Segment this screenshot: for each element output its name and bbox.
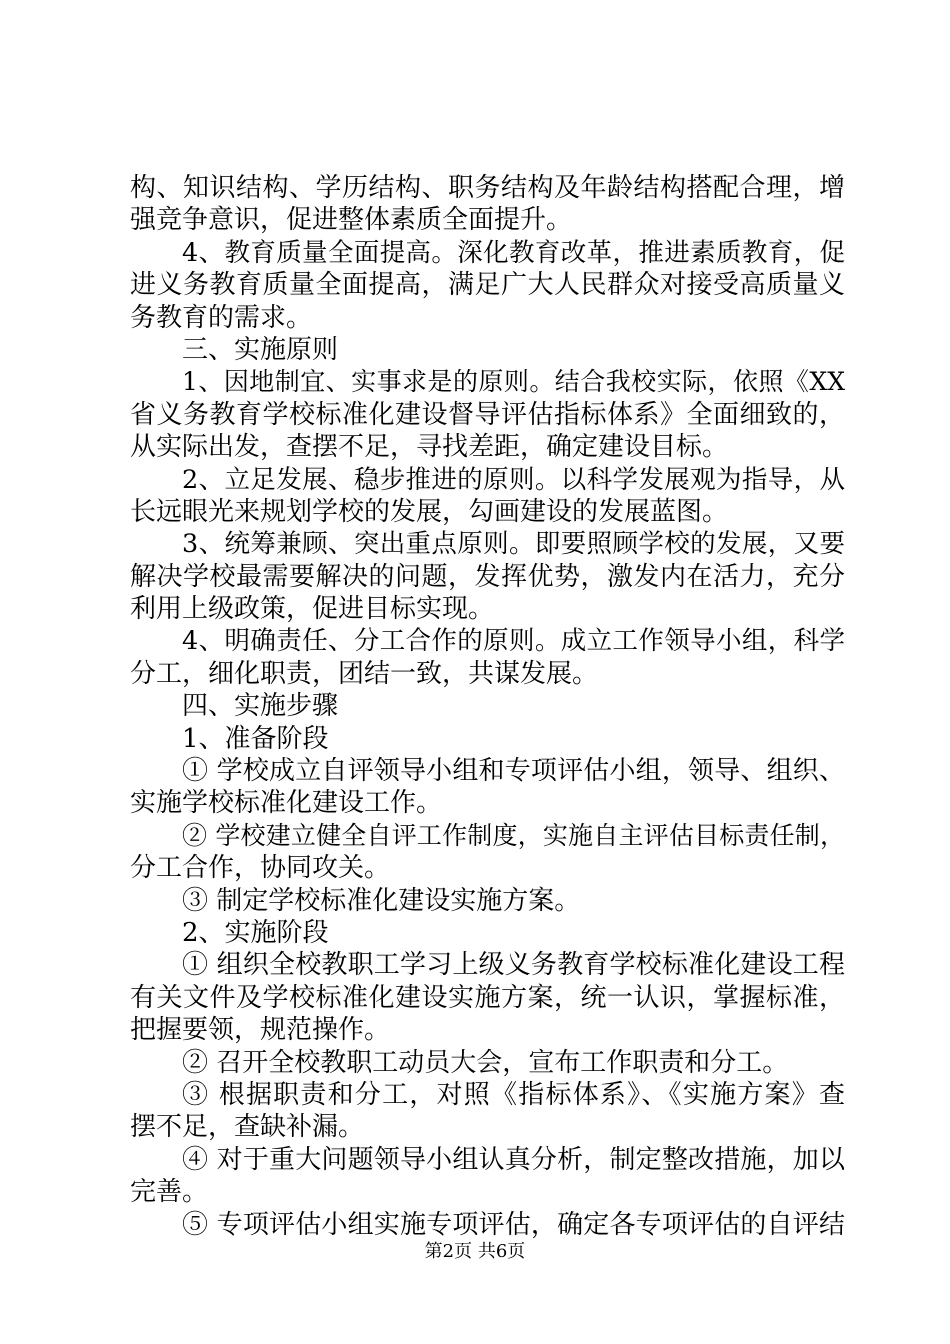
text-line: 利用上级政策，促进目标实现。	[130, 594, 495, 625]
text-line: ① 学校成立自评领导小组和专项评估小组，领导、组织、	[182, 756, 845, 787]
text-line: ④ 对于重大问题领导小组认真分析，制定整改措施，加以	[182, 1144, 845, 1175]
text-line: ③ 根据职责和分工，对照《指标体系》、《实施方案》查	[182, 1079, 845, 1110]
text-line: 2、立足发展、稳步推进的原则。以科学发展观为指导，从	[182, 464, 845, 495]
text-line: 完善。	[130, 1177, 209, 1208]
text-line: 2、实施阶段	[182, 917, 329, 948]
text-line: 实施学校标准化建设工作。	[130, 788, 443, 819]
text-line: 四、实施步骤	[182, 691, 339, 722]
text-line: 从实际出发，查摆不足，寻找差距，确定建设目标。	[130, 432, 729, 463]
text-line: 1、准备阶段	[182, 723, 329, 754]
text-line: ② 召开全校教职工动员大会，宣布工作职责和分工。	[182, 1047, 789, 1078]
text-line: 1、因地制宜、实事求是的原则。结合我校实际，依照《XX	[182, 367, 845, 397]
text-line: 省义务教育学校标准化建设督导评估指标体系》全面细致的，	[130, 399, 845, 430]
text-line: 把握要领，规范操作。	[130, 1015, 391, 1046]
text-line: 分工，细化职责，团结一致，共谋发展。	[130, 658, 599, 689]
text-line: ① 组织全校教职工学习上级义务教育学校标准化建设工程	[182, 950, 845, 981]
text-line: 摆不足，查缺补漏。	[130, 1112, 365, 1143]
text-line: 构、知识结构、学历结构、职务结构及年龄结构搭配合理，增	[130, 173, 845, 203]
text-line: 进义务教育质量全面提高，满足广大人民群众对接受高质量义	[130, 270, 845, 301]
page-number-label: 第2页 共6页	[424, 1241, 526, 1262]
text-line: 有关文件及学校标准化建设实施方案，统一认识，掌握标准，	[130, 982, 845, 1013]
text-line: ③ 制定学校标准化建设实施方案。	[182, 885, 581, 916]
document-body	[130, 172, 845, 1241]
text-line: 分工合作，协同攻关。	[130, 853, 391, 884]
text-line: ⑤ 专项评估小组实施专项评估，确定各专项评估的自评结	[182, 1209, 845, 1240]
text-line: 解决学校最需要解决的问题，发挥优势，激发内在活力，充分	[130, 561, 845, 592]
text-line: 4、教育质量全面提高。深化教育改革，推进素质教育，促	[182, 237, 845, 268]
text-line: 三、实施原则	[182, 334, 339, 365]
text-line: 3、统筹兼顾、突出重点原则。即要照顾学校的发展，又要	[182, 529, 845, 560]
text-line: 长远眼光来规划学校的发展，勾画建设的发展蓝图。	[130, 496, 729, 527]
text-line: ② 学校建立健全自评工作制度，实施自主评估目标责任制，	[182, 820, 845, 850]
text-line: 务教育的需求。	[130, 302, 313, 333]
text-line: 强竞争意识，促进整体素质全面提升。	[130, 205, 573, 236]
page-footer	[0, 1241, 950, 1263]
text-line: 4、明确责任、分工合作的原则。成立工作领导小组，科学	[182, 626, 845, 657]
